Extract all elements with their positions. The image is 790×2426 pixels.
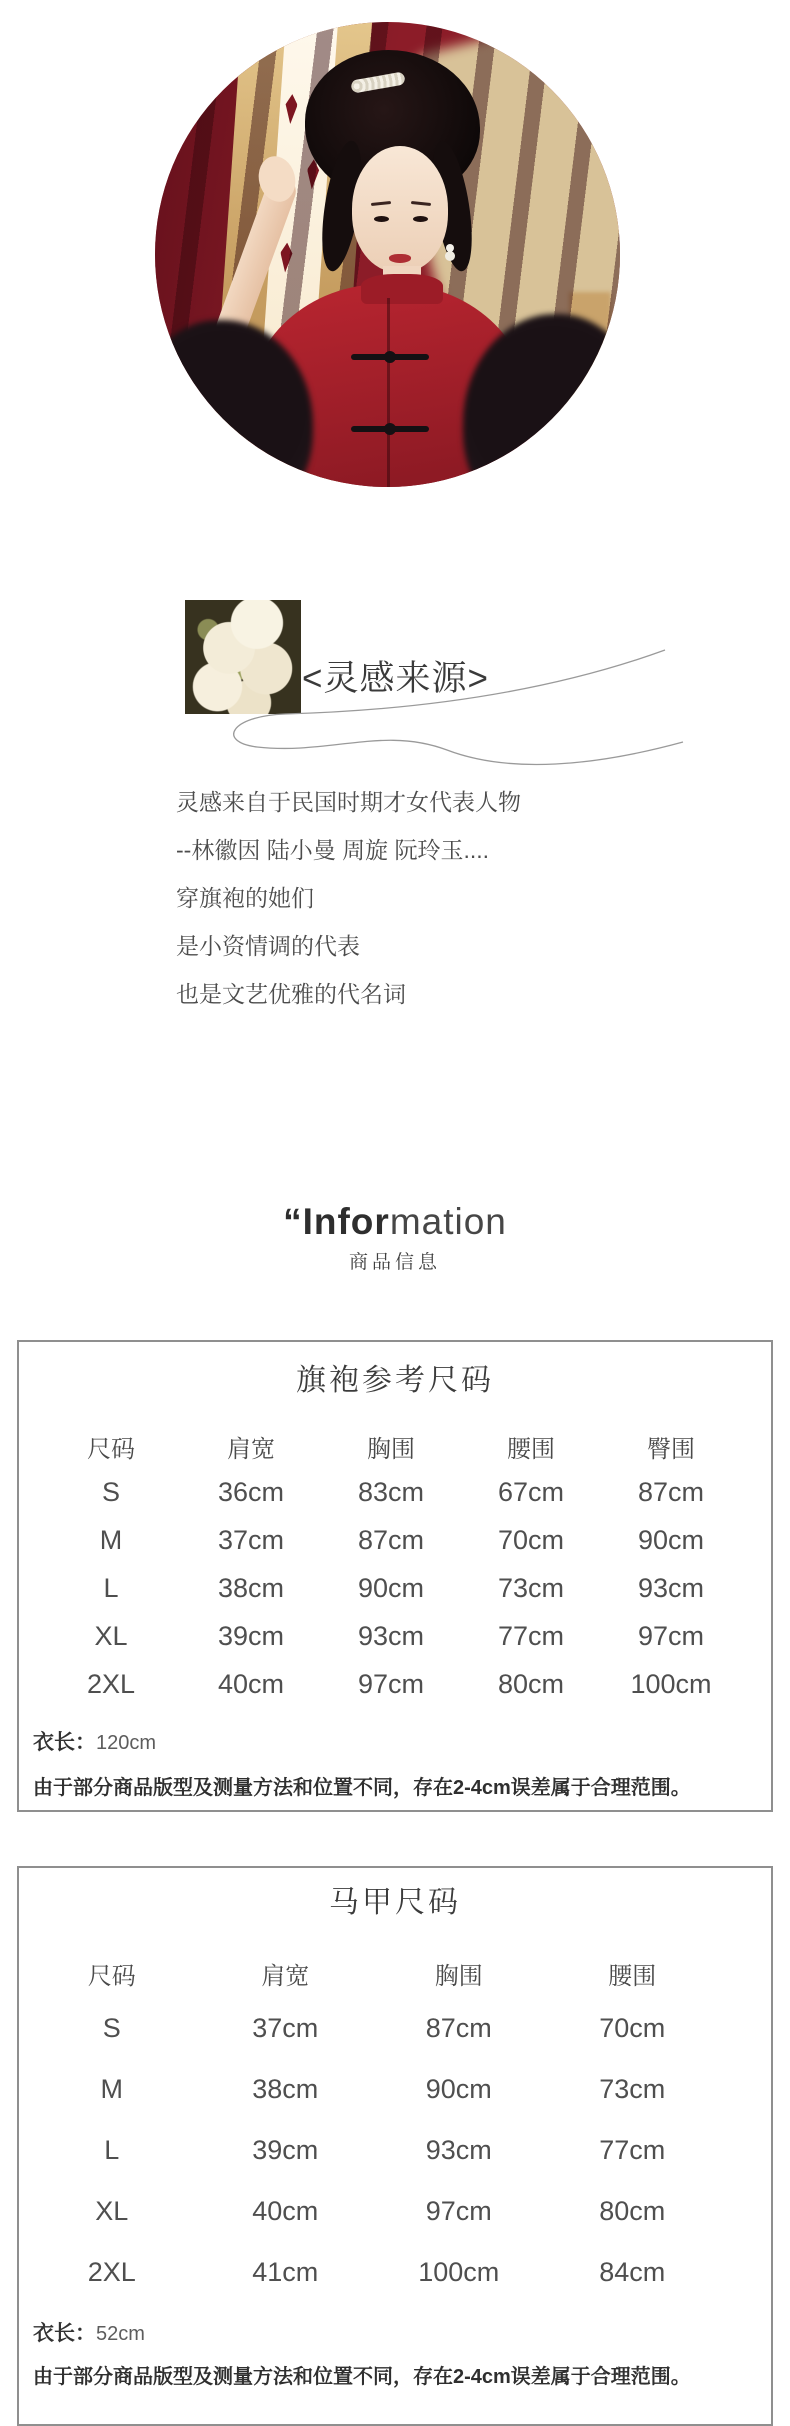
table-cell: 36cm (217, 1476, 285, 1507)
qipao-size-table-box (17, 1340, 773, 1812)
inspiration-line: 灵感来自于民国时期才女代表人物 (176, 789, 521, 815)
table-cell: 80cm (599, 2196, 666, 2226)
table-cell: 84cm (599, 2257, 666, 2287)
information-title-light: mation (389, 1201, 507, 1242)
table-cell: 100cm (630, 1668, 712, 1699)
column-header: 胸围 (434, 1962, 483, 1990)
table-cell: 83cm (357, 1476, 425, 1507)
inspiration-line: --林徽因 陆小曼 周旋 阮玲玉.... (176, 837, 490, 863)
table-cell: 38cm (252, 2074, 319, 2104)
table-cell: 41cm (252, 2257, 319, 2287)
table-cell: M (99, 1524, 123, 1555)
table-cell: 93cm (425, 2135, 492, 2165)
model-eye (413, 216, 428, 222)
column-header: 腰围 (507, 1435, 555, 1463)
column-header: 肩宽 (261, 1962, 310, 1990)
tolerance-note: 由于部分商品版型及测量方法和位置不同，存在2-4cm误差属于合理范围。 (33, 1777, 691, 1799)
garment-length-line (19, 1730, 771, 1756)
inspiration-line: 穿旗袍的她们 (176, 885, 314, 911)
table-cell: L (103, 1572, 119, 1603)
information-title-zh: 商品信息 (348, 1252, 441, 1273)
column-header: 尺码 (87, 1435, 135, 1463)
vest-size-table-title: 马甲尺码 (329, 1886, 461, 1919)
table-cell: 90cm (637, 1524, 705, 1555)
column-header: 胸围 (367, 1435, 415, 1463)
hero-model-photo (155, 22, 620, 487)
model-lips (389, 254, 411, 263)
table-cell: 73cm (497, 1572, 565, 1603)
inspiration-line: 是小资情调的代表 (176, 933, 360, 959)
table-cell: 97cm (637, 1620, 705, 1651)
table-cell: 40cm (217, 1668, 285, 1699)
table-cell: 87cm (425, 2013, 492, 2043)
table-cell: 40cm (252, 2196, 319, 2226)
garment-length-line (19, 2321, 771, 2347)
table-cell: 100cm (418, 2257, 500, 2287)
table-cell: 97cm (357, 1668, 425, 1699)
inspiration-line: 也是文艺优雅的代名词 (176, 981, 406, 1007)
table-cell: 37cm (217, 1524, 285, 1555)
table-cell: 80cm (497, 1668, 565, 1699)
table-cell: 38cm (217, 1572, 285, 1603)
frog-button (351, 354, 429, 360)
table-cell: 73cm (599, 2074, 666, 2104)
table-cell: 93cm (637, 1572, 705, 1603)
table-cell: 77cm (497, 1620, 565, 1651)
table-cell: 97cm (425, 2196, 492, 2226)
information-title-bold: Infor (302, 1201, 390, 1242)
table-cell: 70cm (599, 2013, 666, 2043)
table-cell: 90cm (425, 2074, 492, 2104)
column-header: 尺码 (87, 1962, 136, 1990)
mandarin-collar (361, 274, 443, 304)
table-cell: 39cm (252, 2135, 319, 2165)
information-header (0, 1200, 790, 1274)
column-header: 腰围 (608, 1962, 657, 1990)
inspiration-paragraph (176, 778, 521, 1018)
table-cell: XL (95, 2196, 129, 2226)
inspiration-title: <灵感来源> (302, 659, 489, 698)
qipao-size-table (41, 1424, 741, 1708)
pearl-earring (446, 244, 454, 252)
table-cell: 39cm (217, 1620, 285, 1651)
quote-mark: “ (283, 1201, 303, 1242)
table-cell: 37cm (252, 2013, 319, 2043)
vest-size-table-box (17, 1866, 773, 2426)
information-title-en (0, 1200, 790, 1244)
table-cell: 2XL (87, 2257, 136, 2287)
garment-length-value: 120cm (96, 1732, 157, 1754)
garment-length-label: 衣长： (33, 1731, 96, 1754)
frog-button (351, 426, 429, 432)
table-cell: S (102, 2013, 121, 2043)
table-cell: 87cm (357, 1524, 425, 1555)
table-cell: 90cm (357, 1572, 425, 1603)
garment-length-label: 衣长： (33, 2322, 96, 2345)
table-cell: 67cm (497, 1476, 565, 1507)
table-cell: 87cm (637, 1476, 705, 1507)
tolerance-note: 由于部分商品版型及测量方法和位置不同，存在2-4cm误差属于合理范围。 (33, 2366, 691, 2388)
vest-size-table (25, 1948, 719, 2303)
table-cell: 70cm (497, 1524, 565, 1555)
qipao-placket (387, 298, 390, 487)
table-cell: L (104, 2135, 120, 2165)
column-header: 臀围 (647, 1435, 695, 1463)
table-cell: 77cm (599, 2135, 666, 2165)
table-cell: XL (94, 1620, 128, 1651)
garment-length-value: 52cm (96, 2323, 145, 2345)
table-cell: 93cm (357, 1620, 425, 1651)
table-cell: S (101, 1476, 120, 1507)
table-cell: 2XL (86, 1668, 136, 1699)
column-header: 肩宽 (227, 1435, 275, 1463)
table-cell: M (100, 2074, 123, 2104)
model-eye (374, 216, 389, 222)
qipao-size-table-title: 旗袍参考尺码 (296, 1364, 494, 1397)
